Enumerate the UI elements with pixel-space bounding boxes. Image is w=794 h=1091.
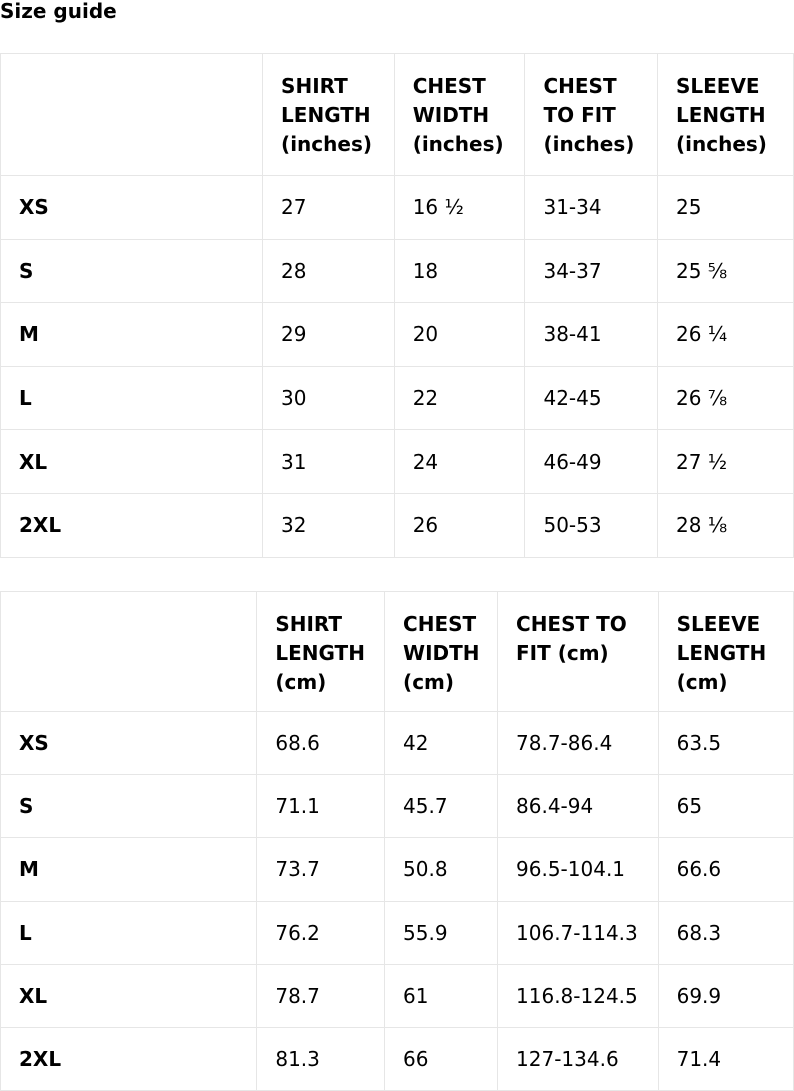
- table-row: [1, 1027, 794, 1090]
- column-header-chest-width: CHEST WIDTH (cm): [385, 592, 498, 712]
- table-row: [1, 493, 794, 557]
- column-header-chest-to-fit: CHEST TO FIT (cm): [498, 592, 659, 712]
- cell-chest-width: 22: [394, 366, 525, 430]
- cell-chest-width: 50.8: [385, 838, 498, 901]
- cell-sleeve-length: 66.6: [658, 838, 793, 901]
- cell-chest-to-fit: 106.7-114.3: [498, 901, 659, 964]
- cell-sleeve-length: 25 ⅝: [657, 239, 793, 303]
- cell-sleeve-length: 71.4: [658, 1027, 793, 1090]
- cell-shirt-length: 81.3: [257, 1027, 385, 1090]
- header-row: [1, 592, 794, 712]
- cell-chest-to-fit: 116.8-124.5: [498, 964, 659, 1027]
- size-label: XL: [1, 430, 263, 494]
- cell-chest-width: 18: [394, 239, 525, 303]
- column-header-size: [1, 592, 257, 712]
- table-row: [1, 366, 794, 430]
- cell-shirt-length: 32: [263, 493, 395, 557]
- table-row: [1, 430, 794, 494]
- cell-chest-width: 61: [385, 964, 498, 1027]
- cell-sleeve-length: 69.9: [658, 964, 793, 1027]
- cell-chest-to-fit: 42-45: [525, 366, 658, 430]
- page-title: Size guide: [0, 0, 117, 23]
- cell-chest-to-fit: 31-34: [525, 176, 658, 240]
- cell-shirt-length: 78.7: [257, 964, 385, 1027]
- cell-chest-width: 20: [394, 303, 525, 367]
- cell-shirt-length: 76.2: [257, 901, 385, 964]
- column-header-chest-to-fit: CHEST TO FIT (inches): [525, 54, 658, 176]
- size-label: M: [1, 303, 263, 367]
- cell-shirt-length: 71.1: [257, 775, 385, 838]
- cell-chest-width: 42: [385, 712, 498, 775]
- column-header-chest-width: CHEST WIDTH (inches): [394, 54, 525, 176]
- table-row: [1, 775, 794, 838]
- table-row: [1, 964, 794, 1027]
- table-row: [1, 712, 794, 775]
- cell-sleeve-length: 27 ½: [657, 430, 793, 494]
- cell-sleeve-length: 68.3: [658, 901, 793, 964]
- size-label: M: [1, 838, 257, 901]
- cell-chest-width: 66: [385, 1027, 498, 1090]
- cell-chest-to-fit: 46-49: [525, 430, 658, 494]
- cell-chest-to-fit: 78.7-86.4: [498, 712, 659, 775]
- size-label: XL: [1, 964, 257, 1027]
- table-row: [1, 303, 794, 367]
- size-label: XS: [1, 176, 263, 240]
- table-row: [1, 239, 794, 303]
- size-label: 2XL: [1, 493, 263, 557]
- table-row: [1, 838, 794, 901]
- cell-chest-width: 26: [394, 493, 525, 557]
- cell-shirt-length: 29: [263, 303, 395, 367]
- cell-chest-width: 45.7: [385, 775, 498, 838]
- cell-sleeve-length: 65: [658, 775, 793, 838]
- cell-sleeve-length: 28 ⅛: [657, 493, 793, 557]
- cell-chest-width: 24: [394, 430, 525, 494]
- size-label: S: [1, 775, 257, 838]
- column-header-sleeve-length: SLEEVE LENGTH (inches): [657, 54, 793, 176]
- column-header-shirt-length: SHIRT LENGTH (cm): [257, 592, 385, 712]
- cell-sleeve-length: 63.5: [658, 712, 793, 775]
- cell-chest-width: 16 ½: [394, 176, 525, 240]
- column-header-shirt-length: SHIRT LENGTH (inches): [263, 54, 395, 176]
- size-table-cm: [0, 591, 794, 1091]
- cell-chest-to-fit: 50-53: [525, 493, 658, 557]
- header-row: [1, 54, 794, 176]
- column-header-size: [1, 54, 263, 176]
- cell-sleeve-length: 26 ¼: [657, 303, 793, 367]
- cell-shirt-length: 73.7: [257, 838, 385, 901]
- table-row: [1, 901, 794, 964]
- cell-shirt-length: 27: [263, 176, 395, 240]
- table-row: [1, 176, 794, 240]
- cell-sleeve-length: 26 ⅞: [657, 366, 793, 430]
- cell-chest-to-fit: 38-41: [525, 303, 658, 367]
- cell-chest-to-fit: 127-134.6: [498, 1027, 659, 1090]
- cell-shirt-length: 30: [263, 366, 395, 430]
- cell-shirt-length: 28: [263, 239, 395, 303]
- cell-shirt-length: 31: [263, 430, 395, 494]
- cell-chest-to-fit: 34-37: [525, 239, 658, 303]
- size-label: S: [1, 239, 263, 303]
- cell-chest-width: 55.9: [385, 901, 498, 964]
- cell-chest-to-fit: 96.5-104.1: [498, 838, 659, 901]
- size-label: L: [1, 901, 257, 964]
- size-label: L: [1, 366, 263, 430]
- cell-shirt-length: 68.6: [257, 712, 385, 775]
- cell-sleeve-length: 25: [657, 176, 793, 240]
- size-table-inches: [0, 53, 794, 558]
- column-header-sleeve-length: SLEEVE LENGTH (cm): [658, 592, 793, 712]
- size-label: XS: [1, 712, 257, 775]
- cell-chest-to-fit: 86.4-94: [498, 775, 659, 838]
- size-label: 2XL: [1, 1027, 257, 1090]
